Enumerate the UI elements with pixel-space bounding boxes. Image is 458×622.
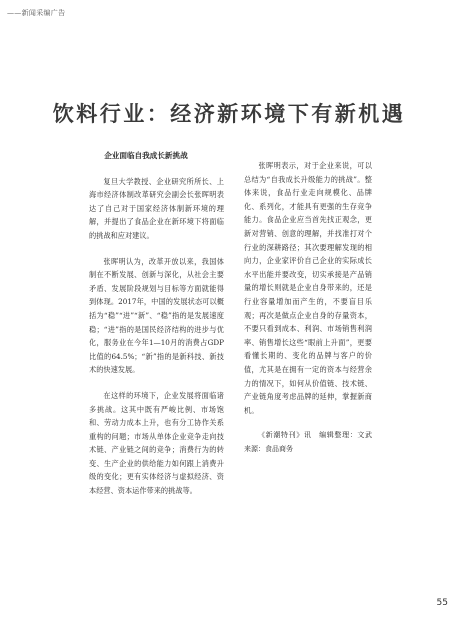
article-column-right	[244, 159, 379, 468]
article-subtitle: 企业面临自我成长新挑战	[104, 151, 188, 160]
page-number: 55	[436, 598, 448, 608]
article-column-left	[89, 149, 224, 510]
section-header-tag: ——新闻采编广告	[7, 9, 66, 17]
article-paragraph: 在这样的环境下，企业发展将面临诸多挑战。这其中既有严峻比例、市场饱和、劳动力成本上升，也有分工协作关系重构的问题；市场从单体企业竞争走向技术链、产业链之间的竞争；消费行为的转变、生产企业的供给能力如何跟上消费升级的变化；更有实体经济与虚拟经济、资本经营、资本运作带来的挑战等。	[89, 390, 224, 496]
article-paragraph: 张晖明认为，改革开放以来，我国体制在不断发展、创新与深化，从社会主要矛盾、发展阶段规划与目标等方面就能得到体现。2017年，中国的发展状态可以概括为“稳”“进”“新”、“稳”指的是发展速度稳；“进”指的是国民经济结构的进步与优化，服务业在今年1—10月的消费占GDP比值的64.5%；“新”指的是新科技、新技术的快速发展。	[89, 256, 224, 375]
article-paragraph: 张晖明表示，对于企业来说，可以总结为“自我成长升级能力的挑战”。整体来说，食品行业走向规模化、品牌化、系列化，才能具有更强的生存竞争能力。食品企业应当首先找正观念，更新对营销、创意的理解，并找准打对个行业的深耕路径；其次要理解发现的相向力，企业家评价自己企业的实际成长水平出能并要改变，切实承接是产品销量的增长则就是企业自身带来的，还是行业容量增加而产生的，不要盲目乐观；再次是做点企业自身的存量资本，不要只看到成本、利润、市场销售利润率、销售增长这些“眼前上升面”，更要看懂长期的、变化的品牌与客户的价值，尤其是在拥有一定的资本与经营余力的情况下，如何从价值链、技术链、产业链角度考虑品牌的延伸，掌握新商机。	[244, 161, 372, 415]
article-author-line: 《新潮特刊》讯 编辑整理：文武 来源：食品商务	[244, 431, 379, 453]
article-paragraph: 复旦大学教授、企业研究所所长、上海市经济体制改革研究会副会长张晖明表达了自己对于国家经济体制新环境的理解，并提出了食品企业在新环境下将面临的挑战和应对建议。	[89, 176, 224, 240]
article-headline: 饮料行业：经济新环境下有新机遇	[52, 102, 406, 126]
